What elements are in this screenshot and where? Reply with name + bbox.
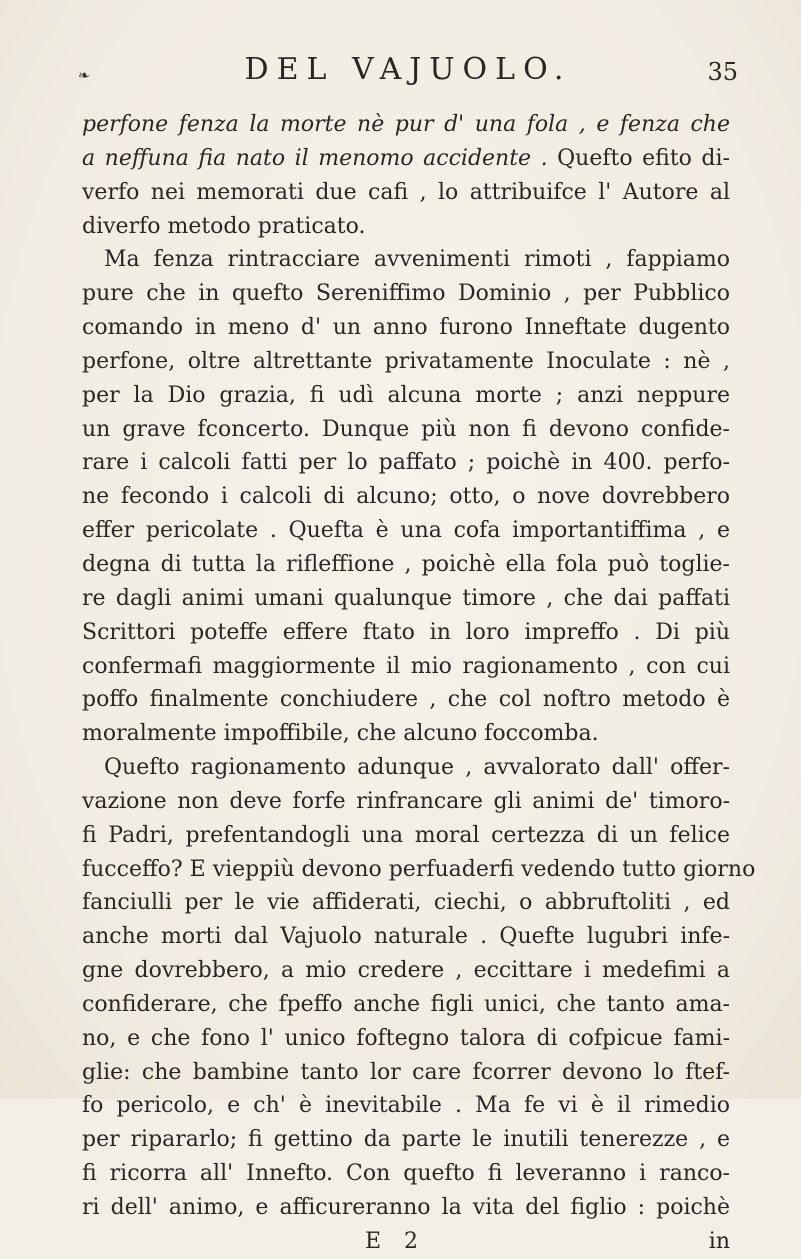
text-line (82, 142, 730, 176)
text-line: rare i calcoli fatti per lo paffato ; poichè in 400. perfo- (82, 450, 730, 476)
text-line: per ripararlo; fi gettino da parte le inutili tenerezze , e (82, 1127, 730, 1153)
text-line: moralmente impoffibile, che alcuno foccomba. (82, 721, 599, 747)
text-line: ri dell' animo, e afficureranno la vita del figlio : poichè (82, 1195, 730, 1220)
signature-mark: E 2 (365, 1228, 427, 1254)
text-line: no, e che fono l' unico foftegno talora di cofpicue fami- (82, 1025, 730, 1051)
text-line: confiderare, che fpeffo anche figli unici, che tanto ama- (82, 991, 730, 1017)
italic-phrase: a neffuna fia nato il menomo accidente . (82, 145, 548, 171)
text-line: un grave fconcerto. Dunque più non fi devono confide- (82, 416, 730, 442)
text-line: poffo finalmente conchiudere , che col noftro metodo è (82, 687, 730, 713)
text-line: perfone fenza la morte nè pur d' una fola , e fenza che (82, 112, 730, 137)
running-title: DEL VAJUOLO. (244, 52, 572, 87)
text-line: fi Padri, prefentandogli una moral certezza di un felice (82, 822, 730, 848)
text-line: fo pericolo, e ch' è inevitabile . Ma fe vi è il rimedio (82, 1093, 730, 1119)
text-phrase: Quefto efito di- (557, 145, 730, 171)
text-line: gne dovrebbero, a mio credere , eccittare i medefimi a (82, 958, 730, 984)
text-line: degna di tutta la rifleffione , poichè ella fola può toglie- (82, 551, 730, 577)
text-line: effer pericolate . Quefta è una cofa importantiffima , e (82, 518, 730, 544)
text-line: confermafi maggiormente il mio ragionamento , con cui (82, 653, 730, 679)
text-line: vazione non deve forfe rinfrancare gli animi de' timoro- (82, 788, 730, 814)
printer-mark-icon: ❧ (78, 68, 90, 84)
text-line: perfone, oltre altrettante privatamente Inoculate : nè , (82, 348, 730, 374)
running-header (78, 52, 738, 92)
page-footer (82, 1225, 730, 1259)
text-line: Ma fenza rintracciare avvenimenti rimoti , fappiamo (104, 247, 730, 273)
page-number: 35 (707, 58, 738, 86)
text-line: anche morti dal Vajuolo naturale . Quefte lugubri infe- (82, 924, 730, 950)
catchword: in (708, 1228, 730, 1254)
text-line: pure che in quefto Sereniffimo Dominio , per Pubblico (82, 281, 730, 307)
text-line: comando in meno d' un anno furono Inneftate dugento (82, 315, 730, 341)
text-line: diverfo metodo praticato. (82, 213, 366, 239)
text-body (82, 108, 756, 1259)
text-line: Scrittori poteffe effere ftato in loro impreffo . Di più (82, 619, 730, 645)
text-line: per la Dio grazia, fi udì alcuna morte ; anzi neppure (82, 382, 730, 408)
text-line: glie: che bambine tanto lor care fcorrer devono lo ftef- (82, 1059, 730, 1085)
text-line: fanciulli per le vie affiderati, ciechi, o abbruftoliti , ed (82, 890, 730, 916)
text-line: Quefto ragionamento adunque , avvalorato dall' offer- (104, 755, 730, 781)
text-line: re dagli animi umani qualunque timore , che dai paffati (82, 585, 730, 611)
text-line: fucceffo? E vieppiù devono perfuaderfi vedendo tutto giorno (82, 856, 756, 882)
text-line: verfo nei memorati due cafi , lo attribuifce l' Autore al (82, 179, 730, 205)
text-line: ne fecondo i calcoli di alcuno; otto, o nove dovrebbero (82, 484, 730, 510)
text-line: fi ricorra all' Innefto. Con quefto fi leveranno i ranco- (82, 1161, 730, 1187)
